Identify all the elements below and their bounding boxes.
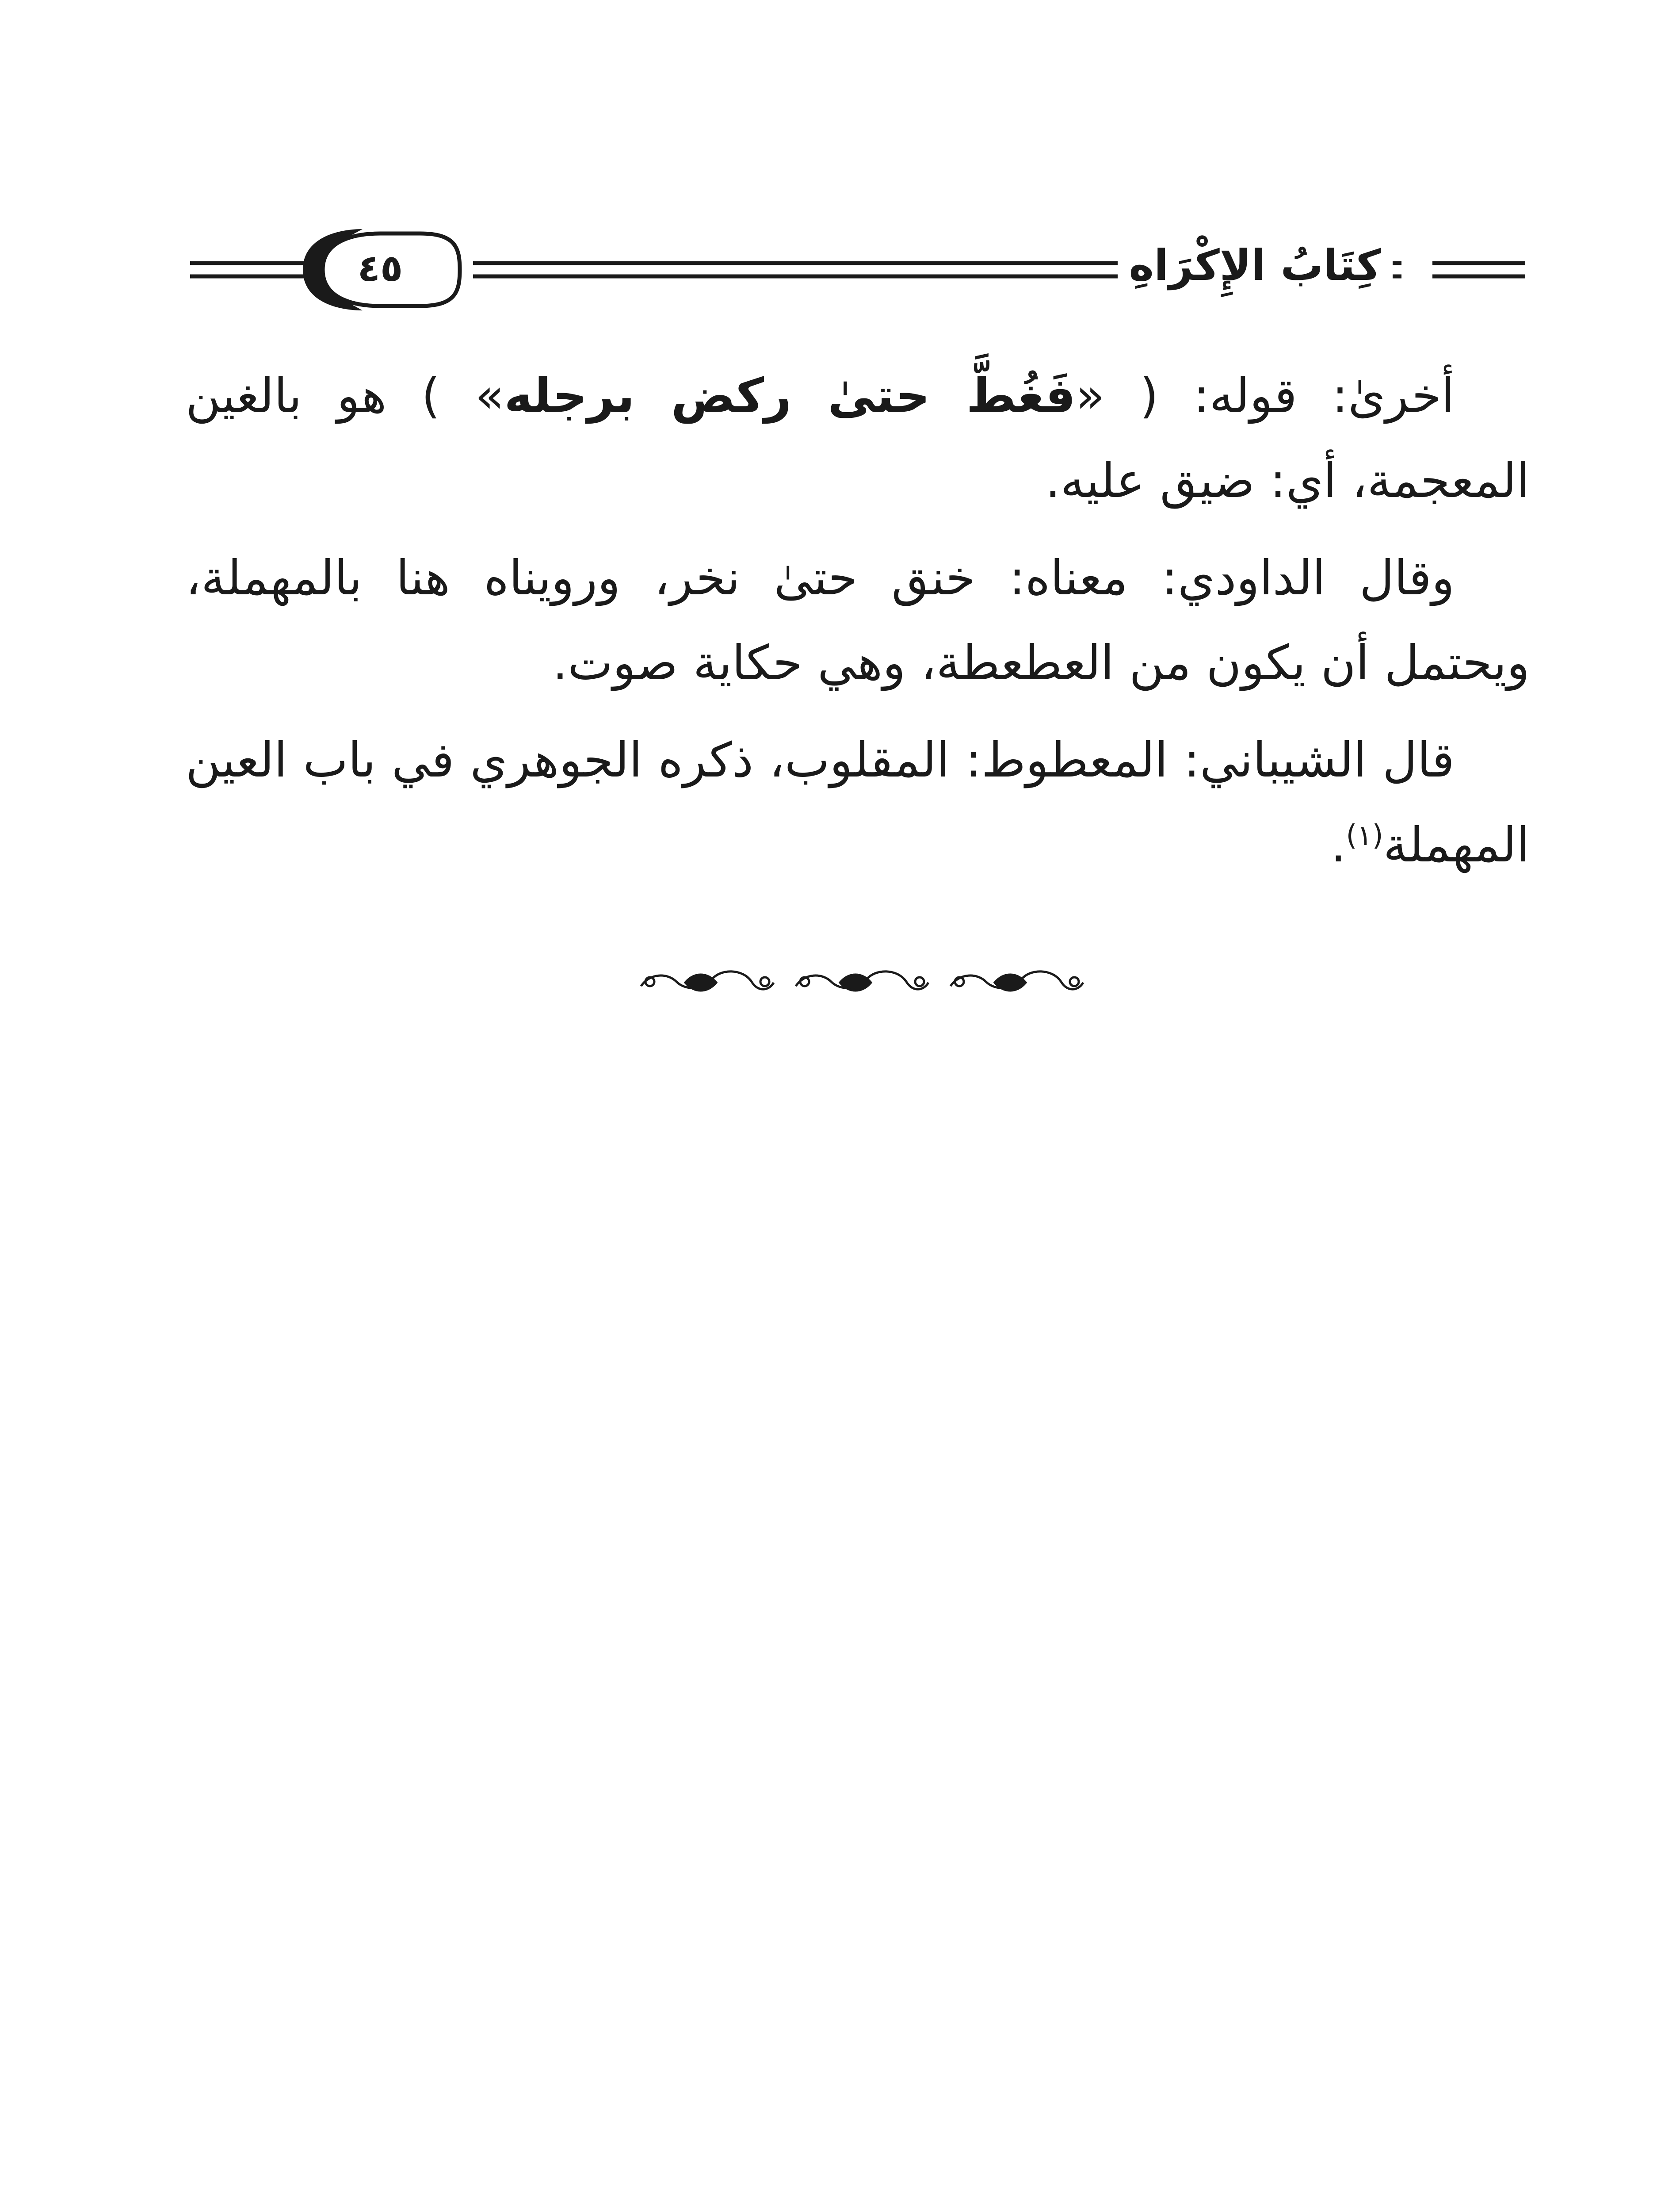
paragraph-2: وقال الداودي: معناه: خنق حتىٰ نخر، ورويناه هنا بالمهملة، ويحتمل أن يكون من العطعطة، وهي حكاية صوت. (186, 551, 1530, 691)
paragraph-3 (186, 718, 1530, 888)
running-header (190, 221, 1525, 314)
paragraph-1 (186, 354, 1530, 524)
paragraph-1-rest: » ) هو بالغين المعجمة، أي: ضيق عليه. (186, 368, 1530, 509)
section-ornament (632, 955, 1092, 1008)
footnote-reference: (١) (1346, 819, 1383, 852)
chapter-title: كِتَابُ الإِكْرَاهِ (1118, 239, 1393, 292)
paragraph-3-end: . (1331, 818, 1346, 873)
paragraph-3-text: قال الشيباني: المعطوط: المقلوب، ذكره الجوهري في باب العين المهملة (186, 733, 1530, 873)
paragraph-1-lead: أخرىٰ: قوله: ( « (1076, 368, 1455, 424)
main-text (186, 354, 1530, 900)
hadith-quote: فَغُطَّ حتىٰ ركض برجله (504, 368, 1076, 424)
page-number: ٤٥ (357, 246, 403, 290)
